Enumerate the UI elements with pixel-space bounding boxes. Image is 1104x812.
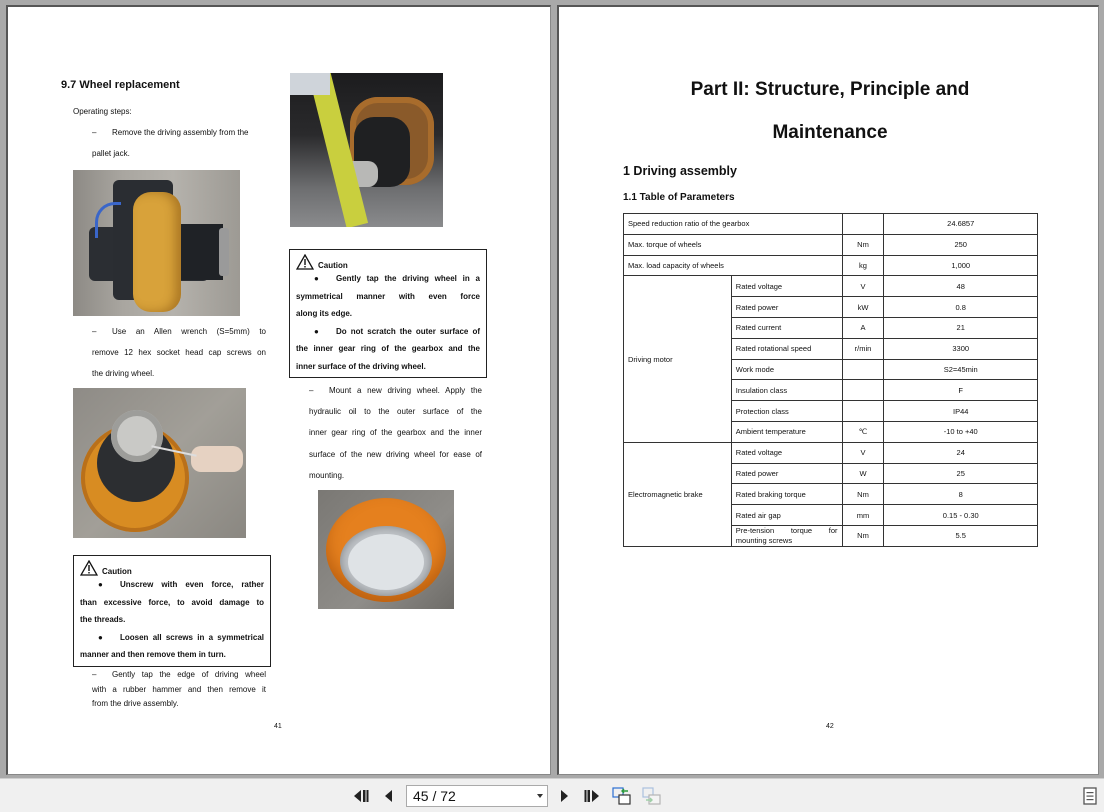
bullet-icon: ● (98, 632, 103, 642)
go-forward-icon (642, 786, 662, 806)
photo-new-wheel (318, 490, 454, 609)
warning-icon (296, 254, 314, 270)
page-41 (6, 5, 551, 775)
table-row: Rated air gap mm 0.15 - 0.30 (624, 505, 1038, 526)
table-row: Rated current A 21 (624, 317, 1038, 338)
subsection-title: 1.1 Table of Parameters (623, 192, 735, 203)
navigation-toolbar (0, 778, 1104, 812)
table-row: Pre-tension torque for mounting screws Nm 5.5 (624, 525, 1038, 546)
last-page-button[interactable] (584, 788, 600, 804)
photo-rubber-hammer (290, 73, 443, 227)
photo-driving-assembly (73, 170, 240, 316)
page-number: 42 (826, 723, 834, 730)
step-1: – Remove the driving assembly from the pallet jack. (92, 128, 249, 158)
table-row: Ambient temperature ℃ -10 to +40 (624, 421, 1038, 442)
go-forward-button[interactable] (642, 786, 662, 806)
bullet-icon: ● (314, 326, 319, 336)
table-row: Rated power W 25 (624, 463, 1038, 484)
part-title-line-2: Maintenance (772, 122, 888, 143)
step-2-line-3: the driving wheel. (92, 369, 155, 378)
part-title-line-1: Part II: Structure, Principle and (690, 79, 970, 100)
table-row: Rated rotational speed r/min 3300 (624, 338, 1038, 359)
caution-box-screws: Caution ● Unscrew with even force, rather than excessive force, to avoid damage to the threads. ● Loosen all screws in a symmetrical manner and then remove them in turn. (73, 555, 271, 667)
photo-allen-wrench (73, 388, 246, 538)
table-row: Protection class IP44 (624, 401, 1038, 422)
bullet-icon: ● (98, 580, 103, 589)
table-row: Speed reduction ratio of the gearbox 24.6857 (624, 214, 1038, 235)
operating-steps-label: Operating steps: (73, 107, 132, 116)
page-42 (557, 5, 1099, 775)
bullet-icon: ● (314, 274, 319, 283)
table-row: Driving motor Rated voltage V 48 (624, 276, 1038, 297)
last-page-icon (584, 788, 600, 804)
previous-page-icon (381, 788, 397, 804)
page-indicator: 45 / 72 (413, 788, 456, 804)
parameters-table (623, 213, 1038, 547)
table-row: Max. load capacity of wheels kg 1,000 (624, 255, 1038, 276)
table-row: Max. torque of wheels Nm 250 (624, 234, 1038, 255)
group-electromagnetic-brake: Electromagnetic brake (624, 442, 732, 546)
first-page-button[interactable] (353, 788, 369, 804)
next-page-button[interactable] (556, 788, 572, 804)
table-row: Rated power kW 0.8 (624, 297, 1038, 318)
document-menu-button[interactable] (1083, 787, 1097, 805)
caution-box-tapping: Caution ● Gently tap the driving wheel in a symmetrical manner with even force along its edge. ● Do not scratch the outer surface of the inner gear ring of the gearbox and the inner surface of the driving wheel. (289, 249, 487, 378)
caution-title: Caution (318, 261, 348, 270)
table-row: Work mode S2=45min (624, 359, 1038, 380)
go-back-button[interactable] (612, 786, 632, 806)
section-title: 9.7 Wheel replacement (61, 79, 180, 91)
first-page-icon (353, 788, 369, 804)
step-3: – Gently tap the edge of driving wheel with a rubber hammer and then remove it from the drive assembly. (92, 670, 266, 708)
next-page-icon (556, 788, 572, 804)
document-menu-icon (1083, 787, 1097, 805)
table-row: Insulation class F (624, 380, 1038, 401)
group-driving-motor: Driving motor (624, 276, 732, 442)
table-row: Electromagnetic brake Rated voltage V 24 (624, 442, 1038, 463)
chevron-down-icon (537, 794, 543, 798)
step-2-line-1: – Use an Allen wrench (S=5mm) to (92, 327, 266, 336)
warning-icon (80, 560, 98, 576)
previous-page-button[interactable] (381, 788, 397, 804)
step-2-line-2: remove 12 hex socket head cap screws on (92, 348, 266, 357)
go-back-icon (612, 786, 632, 806)
page-number-select[interactable] (406, 785, 548, 807)
page-number: 41 (274, 723, 282, 730)
table-row: Rated braking torque Nm 8 (624, 484, 1038, 505)
step-4: – Mount a new driving wheel. Apply the hydraulic oil to the outer surface of the inner gear ring of the gearbox and the inner surface of the new driving wheel for ease of mounting. (309, 386, 482, 480)
section-title: 1 Driving assembly (623, 164, 737, 178)
caution-title: Caution (102, 567, 132, 576)
